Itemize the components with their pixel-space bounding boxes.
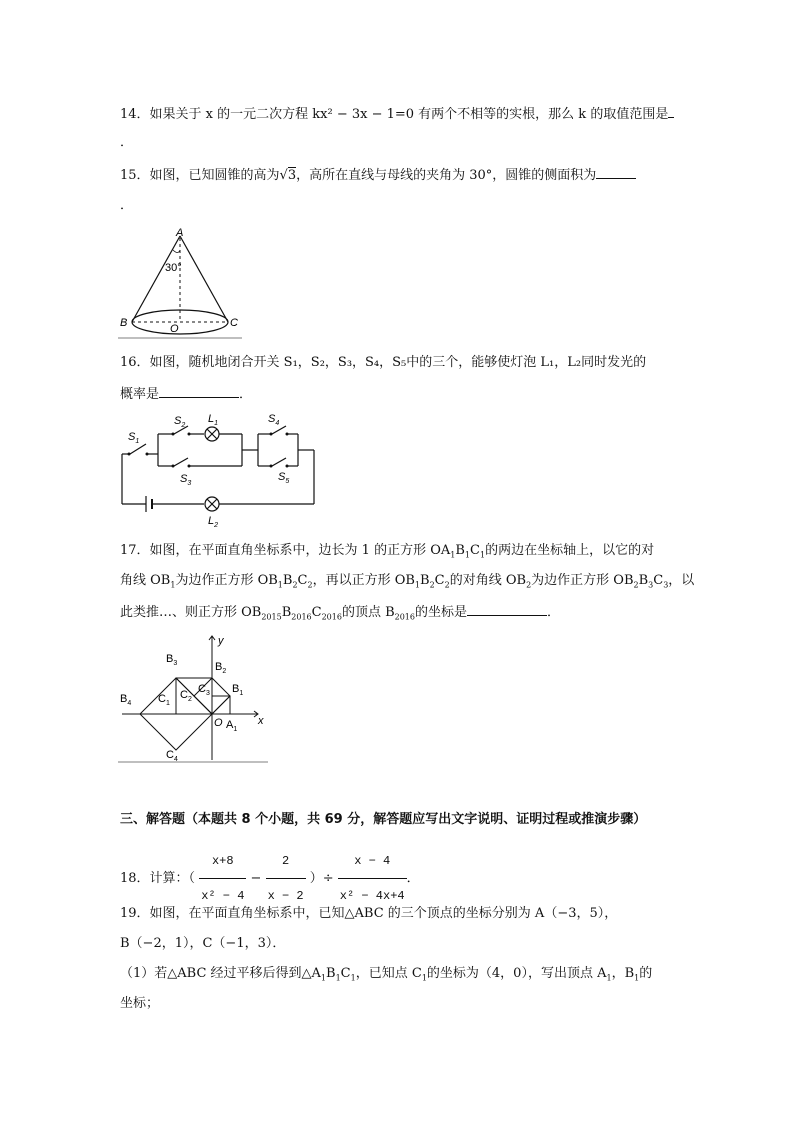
q17-l3-d: ．: [547, 605, 561, 620]
q17-l2-b: 为边作正方形 OB: [175, 573, 278, 588]
answer-blank-15: [596, 164, 636, 179]
q19-l3-e: 的: [639, 966, 653, 981]
fraction-1: $\frac{x+8}{\text{x² − 4}}$: [199, 844, 246, 913]
sqrt-symbol: √: [279, 168, 288, 183]
question-19-line4: 坐标；: [120, 996, 160, 1011]
label-s4: $S_4$: [268, 413, 280, 427]
sq-name-1: $_1B_1C_1$: [450, 543, 486, 560]
label-c3: $C_3$: [198, 683, 210, 697]
label-angle: 30°: [165, 262, 182, 274]
q17-l2-a: 角线 OB: [120, 573, 171, 588]
q17-l1-pre: 17．如图，在平面直角坐标系中，边长为 1 的正方形 OA: [120, 543, 451, 558]
question-16-line2: [120, 383, 252, 405]
label-o: O: [170, 323, 179, 335]
question-16-line1: 16．如图，随机地闭合开关 S₁，S₂，S₃，S₄，S₅中的三个，能够使灯泡 L₁，L₂同时发光的: [120, 355, 647, 370]
question-18: [120, 844, 420, 913]
question-19-line3: （1）若△ABC 经过平移后得到$\triangle A_1B_1C_1$，已知点 $C_1$的坐标为（4，0），写出顶点 $A_1$，$B_1$的: [120, 966, 653, 983]
label-a: A: [176, 228, 184, 239]
label-l2: $L_2$: [208, 515, 219, 529]
question-19-line2: B（−2，1），C（−1，3）．: [120, 936, 286, 951]
label-c2: $C_2$: [180, 689, 192, 703]
label-b4: $B_4$: [120, 693, 132, 707]
question-17-line3: 此类推…、则正方形 $OB_{2015}B_{2016}C_{2016}$的顶点 $B_{2016}$的坐标是 ．: [120, 601, 560, 628]
label-s1: $S_1$: [128, 431, 140, 445]
q17-l1-mid: 的两边在坐标轴上，以它的对: [485, 543, 655, 558]
question-19-line1: 19．如图，在平面直角坐标系中，已知△ABC 的三个顶点的坐标分别为 A（−3，5），: [120, 906, 618, 921]
label-b: B: [120, 317, 128, 329]
cone-figure: [118, 228, 242, 340]
q17-l3-c: 的坐标是: [414, 605, 467, 620]
q19-l3-c: 的坐标为（4，0），写出顶点 A: [426, 966, 607, 981]
q16-pre: 概率是: [120, 387, 160, 402]
q17-l2-e: 为边作正方形 OB: [531, 573, 634, 588]
q17-l2-c: ，再以正方形 OB: [312, 573, 415, 588]
answer-blank-17: [467, 601, 547, 616]
answer-blank-14: [668, 103, 674, 118]
label-c: C: [230, 317, 238, 329]
q18-div: ）÷: [309, 871, 334, 886]
question-15: [120, 164, 636, 186]
q15-post: ，高所在直线与母线的夹角为 30°，圆锥的侧面积为: [296, 168, 597, 183]
answer-blank-16: [159, 383, 239, 398]
q15-tail: ．: [120, 198, 134, 213]
q17-l2-d: 的对角线 OB: [449, 573, 527, 588]
label-s2: $S_2$: [174, 415, 186, 429]
q17-l2-f: ，以: [668, 573, 695, 588]
label-x: x: [258, 715, 264, 727]
q14-text: 14．如果关于 x 的一元二次方程 kx² − 3x − 1=0 有两个不相等的实根，那么 k 的取值范围是: [120, 107, 669, 122]
fraction-2: $\frac{2}{x - 2}$: [266, 844, 306, 913]
label-a1: $A_1$: [226, 719, 238, 733]
q14-tail: ．: [120, 135, 134, 150]
label-b3: $B_3$: [166, 653, 178, 667]
label-y: y: [218, 635, 224, 647]
q15-pre: 15．如图，已知圆锥的高为: [120, 168, 280, 183]
label-s3: $S_3$: [180, 473, 192, 487]
label-b2: $B_2$: [215, 661, 227, 675]
q19-l3-b: ，已知点 C: [355, 966, 422, 981]
q18-tail: ．: [406, 871, 420, 886]
sqrt-value: 3: [287, 168, 297, 183]
label-c4: $C_4$: [166, 749, 178, 763]
question-17-line2: 角线 $OB_1$为边作正方形 $OB_1B_2C_2$，再以正方形 $OB_1B_2C_2$的对角线 $OB_2$为边作正方形 $OB_2B_3C_3$，以: [120, 573, 695, 590]
label-c1: $C_1$: [158, 693, 170, 707]
q17-l3-a: 此类推…、则正方形 OB: [120, 605, 262, 620]
q16-post: ．: [239, 387, 253, 402]
question-14: [120, 103, 674, 125]
label-s5: $S_5$: [278, 471, 290, 485]
q19-l3-d: ，B: [611, 966, 635, 981]
label-l1: $L_1$: [208, 413, 219, 427]
label-b1: $B_1$: [232, 683, 244, 697]
squares-figure: [118, 632, 268, 764]
q18-pre: 18．计算：（: [120, 871, 196, 886]
q19-l3-a: （1）若△ABC 经过平移后得到△A: [120, 966, 321, 981]
label-o2: O: [214, 717, 223, 729]
q18-minus: −: [250, 871, 262, 886]
fraction-3: $\frac{x - 4}{\text{x² − 4x+4}}$: [338, 844, 407, 913]
q17-l3-b: 的顶点 B: [341, 605, 395, 620]
section-3-title: 三、解答题（本题共 8 个小题，共 69 分，解答题应写出文字说明、证明过程或推演步骤）: [120, 812, 647, 827]
circuit-figure: [118, 412, 320, 530]
question-17-line1: [120, 541, 654, 566]
